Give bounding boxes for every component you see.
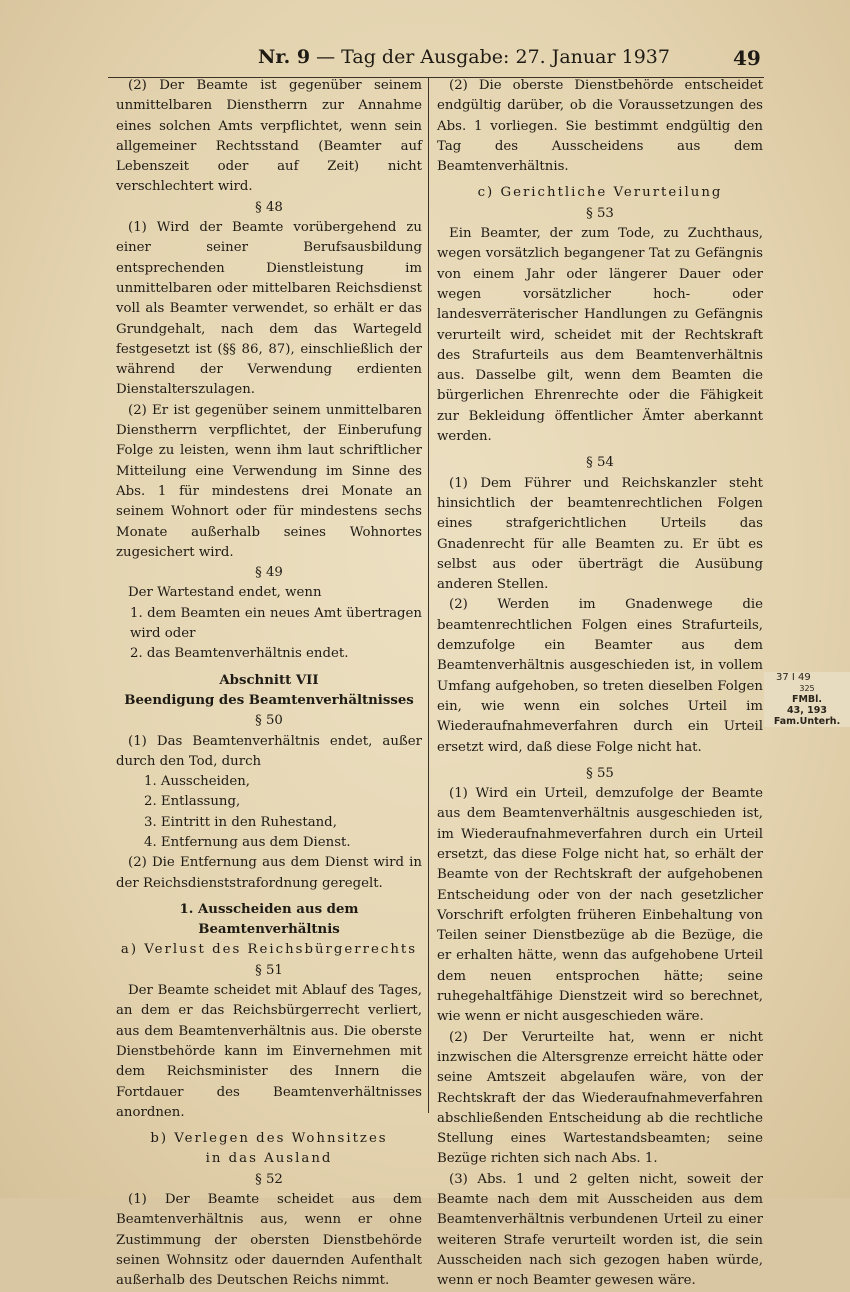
- section-number: § 52: [255, 1171, 283, 1187]
- paragraph: Der Beamte scheidet mit Ablauf des Tages, an dem er das Reichsbürgerrecht verliert, aus dem Beamtenverhältnis aus. Die oberste Dienstbehörde kann im Einvernehmen mit dem Reichsminister des Innern die Fortdauer des Beamtenverhältnisses anordnen.: [116, 983, 422, 1120]
- section-heading: 1. Ausscheiden aus dem Beamtenverhältnis: [179, 901, 359, 938]
- margin-ref-line5: Fam.Unterh.: [773, 716, 841, 727]
- margin-ref-line4: 43, 193: [787, 705, 827, 716]
- section-number: § 50: [255, 713, 283, 729]
- list-item: 2. Entlassung,: [144, 794, 241, 810]
- paragraph: (2) Er ist gegenüber seinem unmittelbaren Dienstherrn verpflichtet, der Einberufung Folge zu leisten, wenn ihm laut schriftlicher Mitteilung eine Verwendung im Sinne des Abs. 1 für mindestens drei Monate an seinem Wohnort oder für mindestens sechs Monate außerhalb seines Wohnortes zugesichert wird.: [116, 402, 422, 560]
- section-number: § 54: [586, 455, 614, 471]
- margin-ref-line1: 37 I 49: [776, 672, 811, 683]
- margin-reference-note: [764, 672, 850, 727]
- paragraph: (2) Die oberste Dienstbehörde entscheidet endgültig darüber, ob die Voraussetzungen des Abs. 1 vorliegen. Sie bestimmt endgültig den Tag des Ausscheidens aus dem Beamtenverhältnis.: [437, 78, 763, 175]
- paragraph: (2) Werden im Gnadenwege die beamtenrechtlichen Folgen eines Strafurteils, demzufolge ein Beamter aus dem Beamtenverhältnis ausgeschieden ist, in vollem Umfang aufgehoben, so treten dieselben Folgen ein, wie wenn ein solches Urteil im Wiederaufnahmeverfahren durch ein Urteil ersetzt wird, daß diese Folge nicht hat.: [437, 597, 763, 755]
- list-item: 4. Entfernung aus dem Dienst.: [144, 834, 351, 850]
- list-item: 2. das Beamtenverhältnis endet.: [130, 646, 349, 662]
- paragraph: (2) Der Verurteilte hat, wenn er nicht inzwischen die Altersgrenze erreicht hätte oder seine Amtszeit abgelaufen wäre, von der Rechtskraft der das Wiederaufnahmeverfahren abschließenden Entscheidung ab die rechtliche Stellung eines Wartestandsbeamten; seine Bezüge richten sich nach Abs. 1.: [437, 1029, 763, 1167]
- column-divider: [428, 78, 429, 1113]
- section-number: § 53: [586, 205, 614, 221]
- paragraph: Ein Beamter, der zum Tode, zu Zuchthaus, wegen vorsätzlich begangener Tat zu Gefängnis von einem Jahr oder längerer Dauer oder wegen vorsätzlicher hoch- oder landesverräterischer Handlungen zu Gefängnis verurteilt wird, scheidet mit der Rechtskraft des Strafurteils aus dem Beamtenverhältnis aus. Dasselbe gilt, wenn dem Beamten die bürgerlichen Ehrenrechte oder die Fähigkeit zur Bekleidung öffentlicher Ämter aberkannt werden.: [437, 226, 763, 445]
- right-column: [437, 76, 763, 1292]
- paragraph: (1) Wird ein Urteil, demzufolge der Beamte aus dem Beamtenverhältnis ausgeschieden ist, im Wiederaufnahmeverfahren durch ein Urteil ersetzt, das diese Folge nicht hat, so erhält der Beamte von der Rechtskraft der aufgehobenen Entscheidung oder von der nach gesetzlicher Vorschrift erfolgten früheren Einbehaltung von Teilen seiner Dienstbezüge ab die Bezüge, die er erhalten hätte, wenn das aufgehobene Urteil dem neuen entsprochen hätte; seine ruhegehaltfähige Dienstzeit wird so berechnet, wie wenn er nicht ausgeschieden wäre.: [437, 786, 763, 1025]
- subsection-heading: c) Gerichtliche Verurteilung: [477, 185, 723, 201]
- subsection-heading: b) Verlegen des Wohnsitzes: [150, 1131, 388, 1147]
- paragraph: (1) Wird der Beamte vorübergehend zu einer seiner Berufsausbildung entsprechenden Dienstleistung im unmittelbaren oder mittelbaren Reichsdienst voll als Beamter verwendet, so erhält er das Grundgehalt, nach dem das Wartegeld festgesetzt ist (§§ 86, 87), einschließlich der während der Verwendung erdienten Dienstalterszulagen.: [116, 220, 422, 398]
- list-item: 3. Eintritt in den Ruhestand,: [144, 814, 337, 830]
- section-heading: Abschnitt VII: [219, 672, 319, 688]
- issue-number: Nr. 9: [258, 46, 311, 68]
- section-number: § 49: [255, 565, 283, 581]
- paragraph: (3) Abs. 1 und 2 gelten nicht, soweit der Beamte nach dem mit Ausscheiden aus dem Beamtenverhältnis verbundenen Urteil zu einer weiteren Strafe verurteilt worden ist, die sein Ausscheiden nach sich gezogen haben würde, wenn er noch Beamter gewesen wäre.: [437, 1171, 763, 1289]
- margin-ref-line2: 325: [799, 684, 815, 693]
- section-number: § 55: [586, 765, 614, 781]
- paragraph: (1) Das Beamtenverhältnis endet, außer durch den Tod, durch: [116, 733, 422, 769]
- margin-ref-line3: FMBl.: [791, 694, 823, 705]
- list-item: 1. Ausscheiden,: [144, 774, 251, 790]
- section-number: § 48: [255, 199, 283, 215]
- issue-info: [258, 46, 670, 68]
- page-header: [0, 46, 850, 74]
- subsection-heading: in das Ausland: [205, 1151, 333, 1167]
- paragraph: (2) Die Entfernung aus dem Dienst wird in der Reichsdienststrafordnung geregelt.: [116, 855, 422, 891]
- section-number: § 51: [255, 962, 283, 978]
- paragraph: (1) Der Beamte scheidet aus dem Beamtenverhältnis aus, wenn er ohne Zustimmung der obersten Dienstbehörde seinen Wohnsitz oder dauernden Aufenthalt außerhalb des Deutschen Reichs nimmt.: [116, 1192, 422, 1289]
- subsection-heading: a) Verlust des Reichsbürgerrechts: [120, 942, 418, 958]
- paragraph: (1) Dem Führer und Reichskanzler steht hinsichtlich der beamtenrechtlichen Folgen eines strafgerichtlichen Urteils das Gnadenrecht für alle Beamten zu. Er übt es selbst aus oder überträgt die Ausübung anderen Stellen.: [437, 475, 763, 593]
- page-number: 49: [733, 46, 761, 70]
- paragraph: Der Wartestand endet, wenn: [128, 585, 322, 601]
- list-item: 1. dem Beamten ein neues Amt übertragen wird oder: [130, 605, 422, 642]
- section-heading: Beendigung des Beamtenverhältnisses: [124, 692, 414, 708]
- paragraph: (2) Der Beamte ist gegenüber seinem unmittelbaren Dienstherrn zur Annahme eines solchen Amts verpflichtet, wenn sein allgemeiner Rechtsstand (Beamter auf Lebenszeit oder auf Zeit) nicht verschlechtert wird.: [116, 78, 422, 195]
- left-column: [116, 76, 422, 1292]
- issue-date: — Tag der Ausgabe: 27. Januar 1937: [310, 46, 670, 68]
